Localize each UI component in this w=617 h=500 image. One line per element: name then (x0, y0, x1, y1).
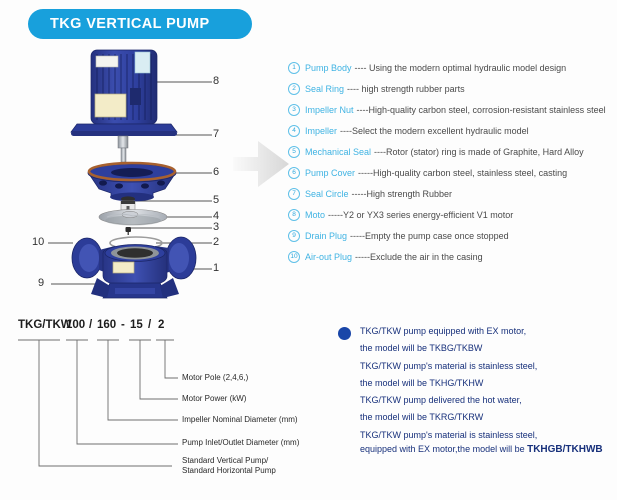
pump-body (72, 237, 196, 298)
part-name: Seal Ring (305, 83, 345, 94)
part-number-badge: 3 (288, 104, 300, 116)
callout-label: 6 (213, 166, 220, 178)
note-text: the model will be TKBG/TKBW (360, 343, 483, 354)
note-text: equipped with EX motor,the model will be (360, 444, 528, 455)
part-description: -----Exclude the air in the casing (355, 251, 483, 262)
note-bold: TKHGB/TKHWB (527, 444, 603, 456)
pump-exploded-svg (15, 40, 300, 310)
callout-label: 3 (213, 221, 220, 233)
note-line (360, 378, 610, 395)
callout-label: 8 (213, 75, 220, 87)
part-number-badge: 9 (288, 230, 300, 242)
part-description: ---- high strength rubber parts (347, 83, 465, 94)
model-code-dash: - (121, 319, 125, 331)
model-label-pole: Motor Pole (2,4,6,) (182, 373, 249, 382)
note-text: the model will be TKHG/TKHW (360, 377, 484, 388)
list-item (288, 57, 616, 78)
list-item (288, 246, 616, 267)
callout-label: 5 (213, 194, 220, 206)
list-item (288, 78, 616, 99)
page-title: TKG VERTICAL PUMP (50, 16, 210, 32)
list-item (288, 99, 616, 120)
part-description: ----High-quality carbon steel, corrosion-resistant stainless steel (356, 104, 606, 115)
pump-diagram (15, 40, 300, 310)
list-item (288, 141, 616, 162)
model-label-standard-line1: Standard Vertical Pump/ (182, 456, 269, 465)
impeller-nut (126, 227, 132, 235)
part-name: Impeller Nut (305, 104, 354, 115)
note-line (360, 326, 610, 343)
part-description: -----Empty the pump case once stopped (350, 230, 509, 241)
model-code-power: 15 (130, 319, 143, 331)
note-line (360, 430, 610, 445)
note-line (360, 412, 610, 429)
part-name: Pump Cover (305, 167, 356, 178)
callout-label: 1 (213, 262, 220, 274)
part-number-badge: 4 (288, 125, 300, 137)
note-line (360, 361, 610, 378)
model-code-separator: / (148, 319, 152, 331)
motor (71, 50, 177, 136)
part-description: ----Select the modern excellent hydraulic model (340, 125, 529, 136)
callout-label: 9 (38, 277, 45, 289)
callout-label: 4 (213, 210, 220, 222)
note-text: TKG/TKW pump's material is stainless steel, (360, 429, 538, 440)
part-number-badge: 10 (288, 251, 300, 263)
model-label-standard-line2: Standard Horizontal Pump (182, 466, 276, 475)
callout-label: 10 (32, 236, 45, 248)
note-line (360, 444, 610, 461)
part-name: Air-out Plug (305, 251, 353, 262)
bullet-icon (338, 327, 351, 340)
arrow-right-icon (233, 141, 289, 187)
note-text: TKG/TKW pump equipped with EX motor, (360, 326, 527, 336)
model-code-separator: / (89, 319, 93, 331)
part-name: Seal Circle (305, 188, 349, 199)
part-number-badge: 6 (288, 167, 300, 179)
model-code-inlet: 100 (66, 319, 86, 331)
part-name: Drain Plug (305, 230, 348, 241)
parts-list (288, 57, 616, 267)
list-item (288, 204, 616, 225)
model-code-impeller: 160 (97, 319, 117, 331)
model-notes (360, 326, 610, 462)
list-item (288, 120, 616, 141)
list-item (288, 162, 616, 183)
part-description: ----Rotor (stator) ring is made of Graphite, Hard Alloy (374, 146, 584, 157)
part-number-badge: 8 (288, 209, 300, 221)
model-label-impeller: Impeller Nominal Diameter (mm) (182, 415, 298, 424)
note-text: TKG/TKW pump delivered the hot water, (360, 395, 522, 406)
note-line (360, 343, 610, 360)
model-code-series: TKG/TKW (18, 319, 72, 331)
header-banner (28, 9, 252, 39)
part-description: ---- Using the modern optimal hydraulic model design (354, 62, 567, 73)
part-description: -----High-quality carbon steel, stainless steel, casting (358, 167, 568, 178)
part-name: Mechanical Seal (305, 146, 372, 157)
note-text: the model will be TKRG/TKRW (360, 412, 484, 423)
list-item (288, 225, 616, 246)
part-description: -----Y2 or YX3 series energy-efficient V1 motor (328, 209, 514, 220)
note-text: TKG/TKW pump's material is stainless steel, (360, 360, 538, 371)
model-label-standard (182, 456, 276, 476)
model-label-inlet: Pump Inlet/Outlet Diameter (mm) (182, 438, 300, 447)
part-name: Pump Body (305, 62, 352, 73)
part-name: Moto (305, 209, 326, 220)
part-number-badge: 7 (288, 188, 300, 200)
part-description: -----High strength Rubber (351, 188, 453, 199)
part-number-badge: 1 (288, 62, 300, 74)
list-item (288, 183, 616, 204)
callout-label: 2 (213, 236, 220, 248)
part-number-badge: 2 (288, 83, 300, 95)
part-name: Impeller (305, 125, 338, 136)
pump-cover (88, 163, 176, 202)
note-line (360, 395, 610, 412)
model-code-pole: 2 (158, 319, 165, 331)
part-number-badge: 5 (288, 146, 300, 158)
model-label-power: Motor Power (kW) (182, 394, 247, 403)
callout-label: 7 (213, 128, 220, 140)
